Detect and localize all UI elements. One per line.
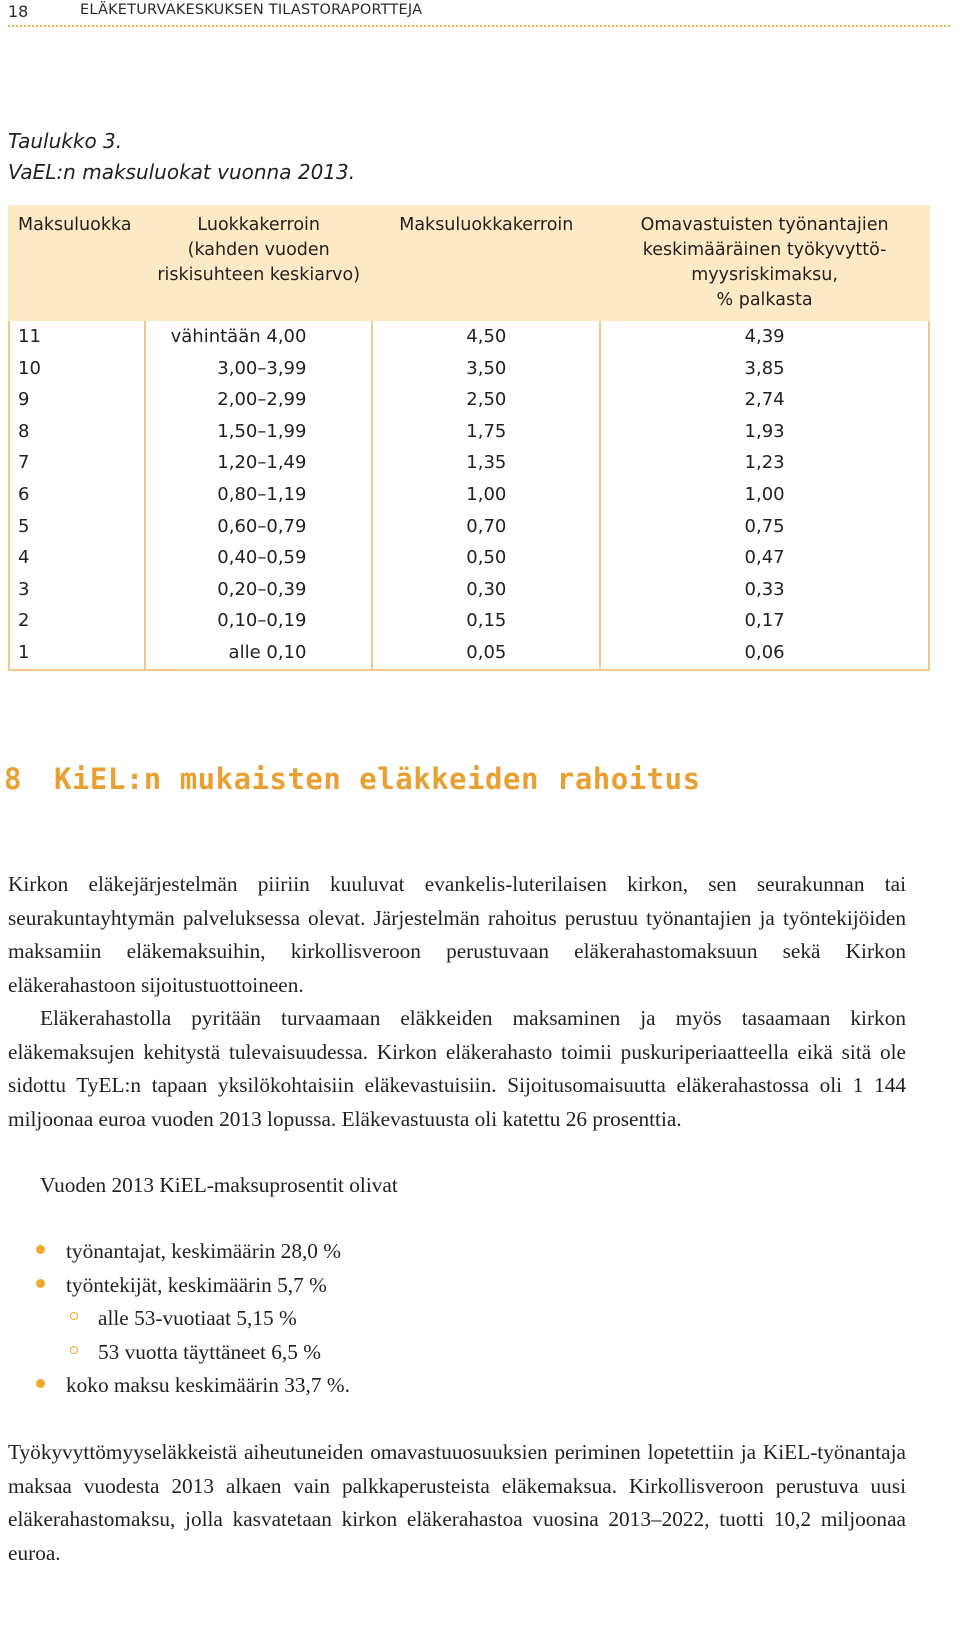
cell-class-coefficient: 2,00–2,99 <box>145 384 373 416</box>
table-row <box>9 353 929 385</box>
cell-payment-class: 6 <box>9 479 145 511</box>
section-number: 8 <box>4 762 22 796</box>
list-item <box>8 1336 350 1370</box>
list-item <box>8 1369 350 1403</box>
list-item <box>8 1302 350 1336</box>
cell-payment-class: 4 <box>9 542 145 574</box>
section-title: KiEL:n mukaisten eläkkeiden rahoitus <box>54 762 701 796</box>
header-payment-class-coefficient: Maksuluokkakerroin <box>372 206 600 320</box>
cell-risk-premium: 1,23 <box>600 447 929 479</box>
cell-payment-class-coefficient: 1,00 <box>372 479 600 511</box>
list-item <box>8 1235 350 1269</box>
bullet-icon <box>36 1279 45 1288</box>
paragraph-1: Kirkon eläkejärjestelmän piiriin kuuluvat evankelis-luterilaisen kirkon, sen seurakunnan tai seurakuntayhtymän palveluksessa olevat. Järjestelmän rahoitus perustuu työnantajien ja työntekijöiden maksamiin eläkemaksuihin, kirkollisveroon perustuvaan eläkerahastomaksuun sekä Kirkon eläkerahastoon sijoitustuottoineen. <box>8 872 906 997</box>
table-row <box>9 542 929 574</box>
cell-risk-premium: 2,74 <box>600 384 929 416</box>
cell-payment-class: 7 <box>9 447 145 479</box>
cell-risk-premium: 0,33 <box>600 574 929 606</box>
table-caption-label: Taulukko 3. <box>8 129 123 153</box>
paragraph-3: Vuoden 2013 KiEL-maksuprosentit olivat <box>40 1173 398 1197</box>
list-item-text: koko maksu keskimäärin 33,7 %. <box>66 1373 350 1397</box>
list-item-text: työnantajat, keskimäärin 28,0 % <box>66 1239 342 1263</box>
cell-payment-class-coefficient: 4,50 <box>372 320 600 353</box>
cell-class-coefficient: 0,60–0,79 <box>145 511 373 543</box>
table-row <box>9 605 929 637</box>
cell-payment-class-coefficient: 3,50 <box>372 353 600 385</box>
cell-risk-premium: 0,06 <box>600 637 929 670</box>
cell-risk-premium: 0,75 <box>600 511 929 543</box>
cell-class-coefficient: 0,80–1,19 <box>145 479 373 511</box>
list-item-text: työntekijät, keskimäärin 5,7 % <box>66 1272 327 1297</box>
cell-risk-premium: 4,39 <box>600 320 929 353</box>
bullet-icon <box>36 1379 45 1388</box>
cell-class-coefficient: 0,20–0,39 <box>145 574 373 606</box>
header-risk-premium: Omavastuisten työnantajien keskimääräinen työkyvyttö- myysriskimaksu, % palkasta <box>600 206 929 320</box>
table-row <box>9 320 929 353</box>
table-row <box>9 574 929 606</box>
table-container <box>8 205 930 671</box>
table-row <box>9 511 929 543</box>
cell-payment-class: 11 <box>9 320 145 353</box>
table-header-row <box>9 206 929 320</box>
header-class-coefficient: Luokkakerroin (kahden vuoden riskisuhteen keskiarvo) <box>145 206 373 320</box>
table-caption <box>8 126 355 188</box>
cell-risk-premium: 1,93 <box>600 416 929 448</box>
header-dotted-rule <box>8 25 950 27</box>
list-item <box>8 1269 350 1303</box>
table-row <box>9 416 929 448</box>
cell-payment-class: 3 <box>9 574 145 606</box>
payment-class-table <box>8 205 930 671</box>
table-body <box>9 320 929 670</box>
cell-risk-premium: 0,47 <box>600 542 929 574</box>
table-row <box>9 479 929 511</box>
sub-bullet-icon <box>70 1346 78 1354</box>
cell-payment-class: 9 <box>9 384 145 416</box>
cell-risk-premium: 3,85 <box>600 353 929 385</box>
cell-payment-class: 5 <box>9 511 145 543</box>
table-row <box>9 384 929 416</box>
cell-payment-class-coefficient: 0,50 <box>372 542 600 574</box>
cell-class-coefficient: 1,50–1,99 <box>145 416 373 448</box>
header-payment-class: Maksuluokka <box>9 206 145 320</box>
bullet-icon <box>36 1245 45 1254</box>
cell-payment-class-coefficient: 1,35 <box>372 447 600 479</box>
cell-payment-class: 8 <box>9 416 145 448</box>
sub-bullet-icon <box>70 1312 78 1320</box>
cell-payment-class-coefficient: 0,15 <box>372 605 600 637</box>
cell-risk-premium: 1,00 <box>600 479 929 511</box>
cell-payment-class: 10 <box>9 353 145 385</box>
cell-class-coefficient: alle 0,10 <box>145 637 373 670</box>
page-number: 18 <box>8 2 29 21</box>
list-item-text: alle 53-vuotiaat 5,15 % <box>98 1306 297 1330</box>
cell-payment-class-coefficient: 2,50 <box>372 384 600 416</box>
table-row <box>9 447 929 479</box>
cell-payment-class: 2 <box>9 605 145 637</box>
cell-class-coefficient: 0,40–0,59 <box>145 542 373 574</box>
contribution-list <box>8 1235 350 1403</box>
cell-payment-class-coefficient: 1,75 <box>372 416 600 448</box>
cell-payment-class: 1 <box>9 637 145 670</box>
table-row <box>9 637 929 670</box>
cell-payment-class-coefficient: 0,70 <box>372 511 600 543</box>
table-caption-title: VaEL:n maksuluokat vuonna 2013. <box>8 160 356 184</box>
cell-class-coefficient: vähintään 4,00 <box>145 320 373 353</box>
paragraph-2: Eläkerahastolla pyritään turvaamaan eläkkeiden maksaminen ja myös tasaamaan kirkon eläkemaksujen kehitystä tulevaisuudessa. Kirkon eläkerahasto toimii puskuriperiaatteella eikä sitä ole sidottu TyEL:n tapaan yksilökohtaisiin eläkevastuisiin. Sijoitusomaisuutta eläkerahastossa oli 1 144 miljoonaa euroa vuoden 2013 lopussa. Eläkevastuusta oli katettu 26 prosenttia. <box>8 1006 906 1131</box>
cell-risk-premium: 0,17 <box>600 605 929 637</box>
section-heading <box>4 762 701 796</box>
running-title: ELÄKETURVAKESKUKSEN TILASTORAPORTTEJA <box>80 2 423 18</box>
cell-class-coefficient: 3,00–3,99 <box>145 353 373 385</box>
paragraph-4: Työkyvyttömyyseläkkeistä aiheutuneiden omavastuuosuuksien periminen lopetettiin ja KiEL-työnantaja maksaa vuodesta 2013 alkaen vain palkkaperusteista eläkemaksua. Kirkollisveroon perustuva uusi eläkerahastomaksu, jolla kasvatetaan kirkon eläkerahastoa vuosina 2013–2022, tuotti 10,2 miljoonaa euroa. <box>8 1440 906 1565</box>
list-item-text: 53 vuotta täyttäneet 6,5 % <box>98 1339 321 1364</box>
cell-class-coefficient: 1,20–1,49 <box>145 447 373 479</box>
cell-class-coefficient: 0,10–0,19 <box>145 605 373 637</box>
cell-payment-class-coefficient: 0,05 <box>372 637 600 670</box>
cell-payment-class-coefficient: 0,30 <box>372 574 600 606</box>
page-header <box>0 0 960 28</box>
